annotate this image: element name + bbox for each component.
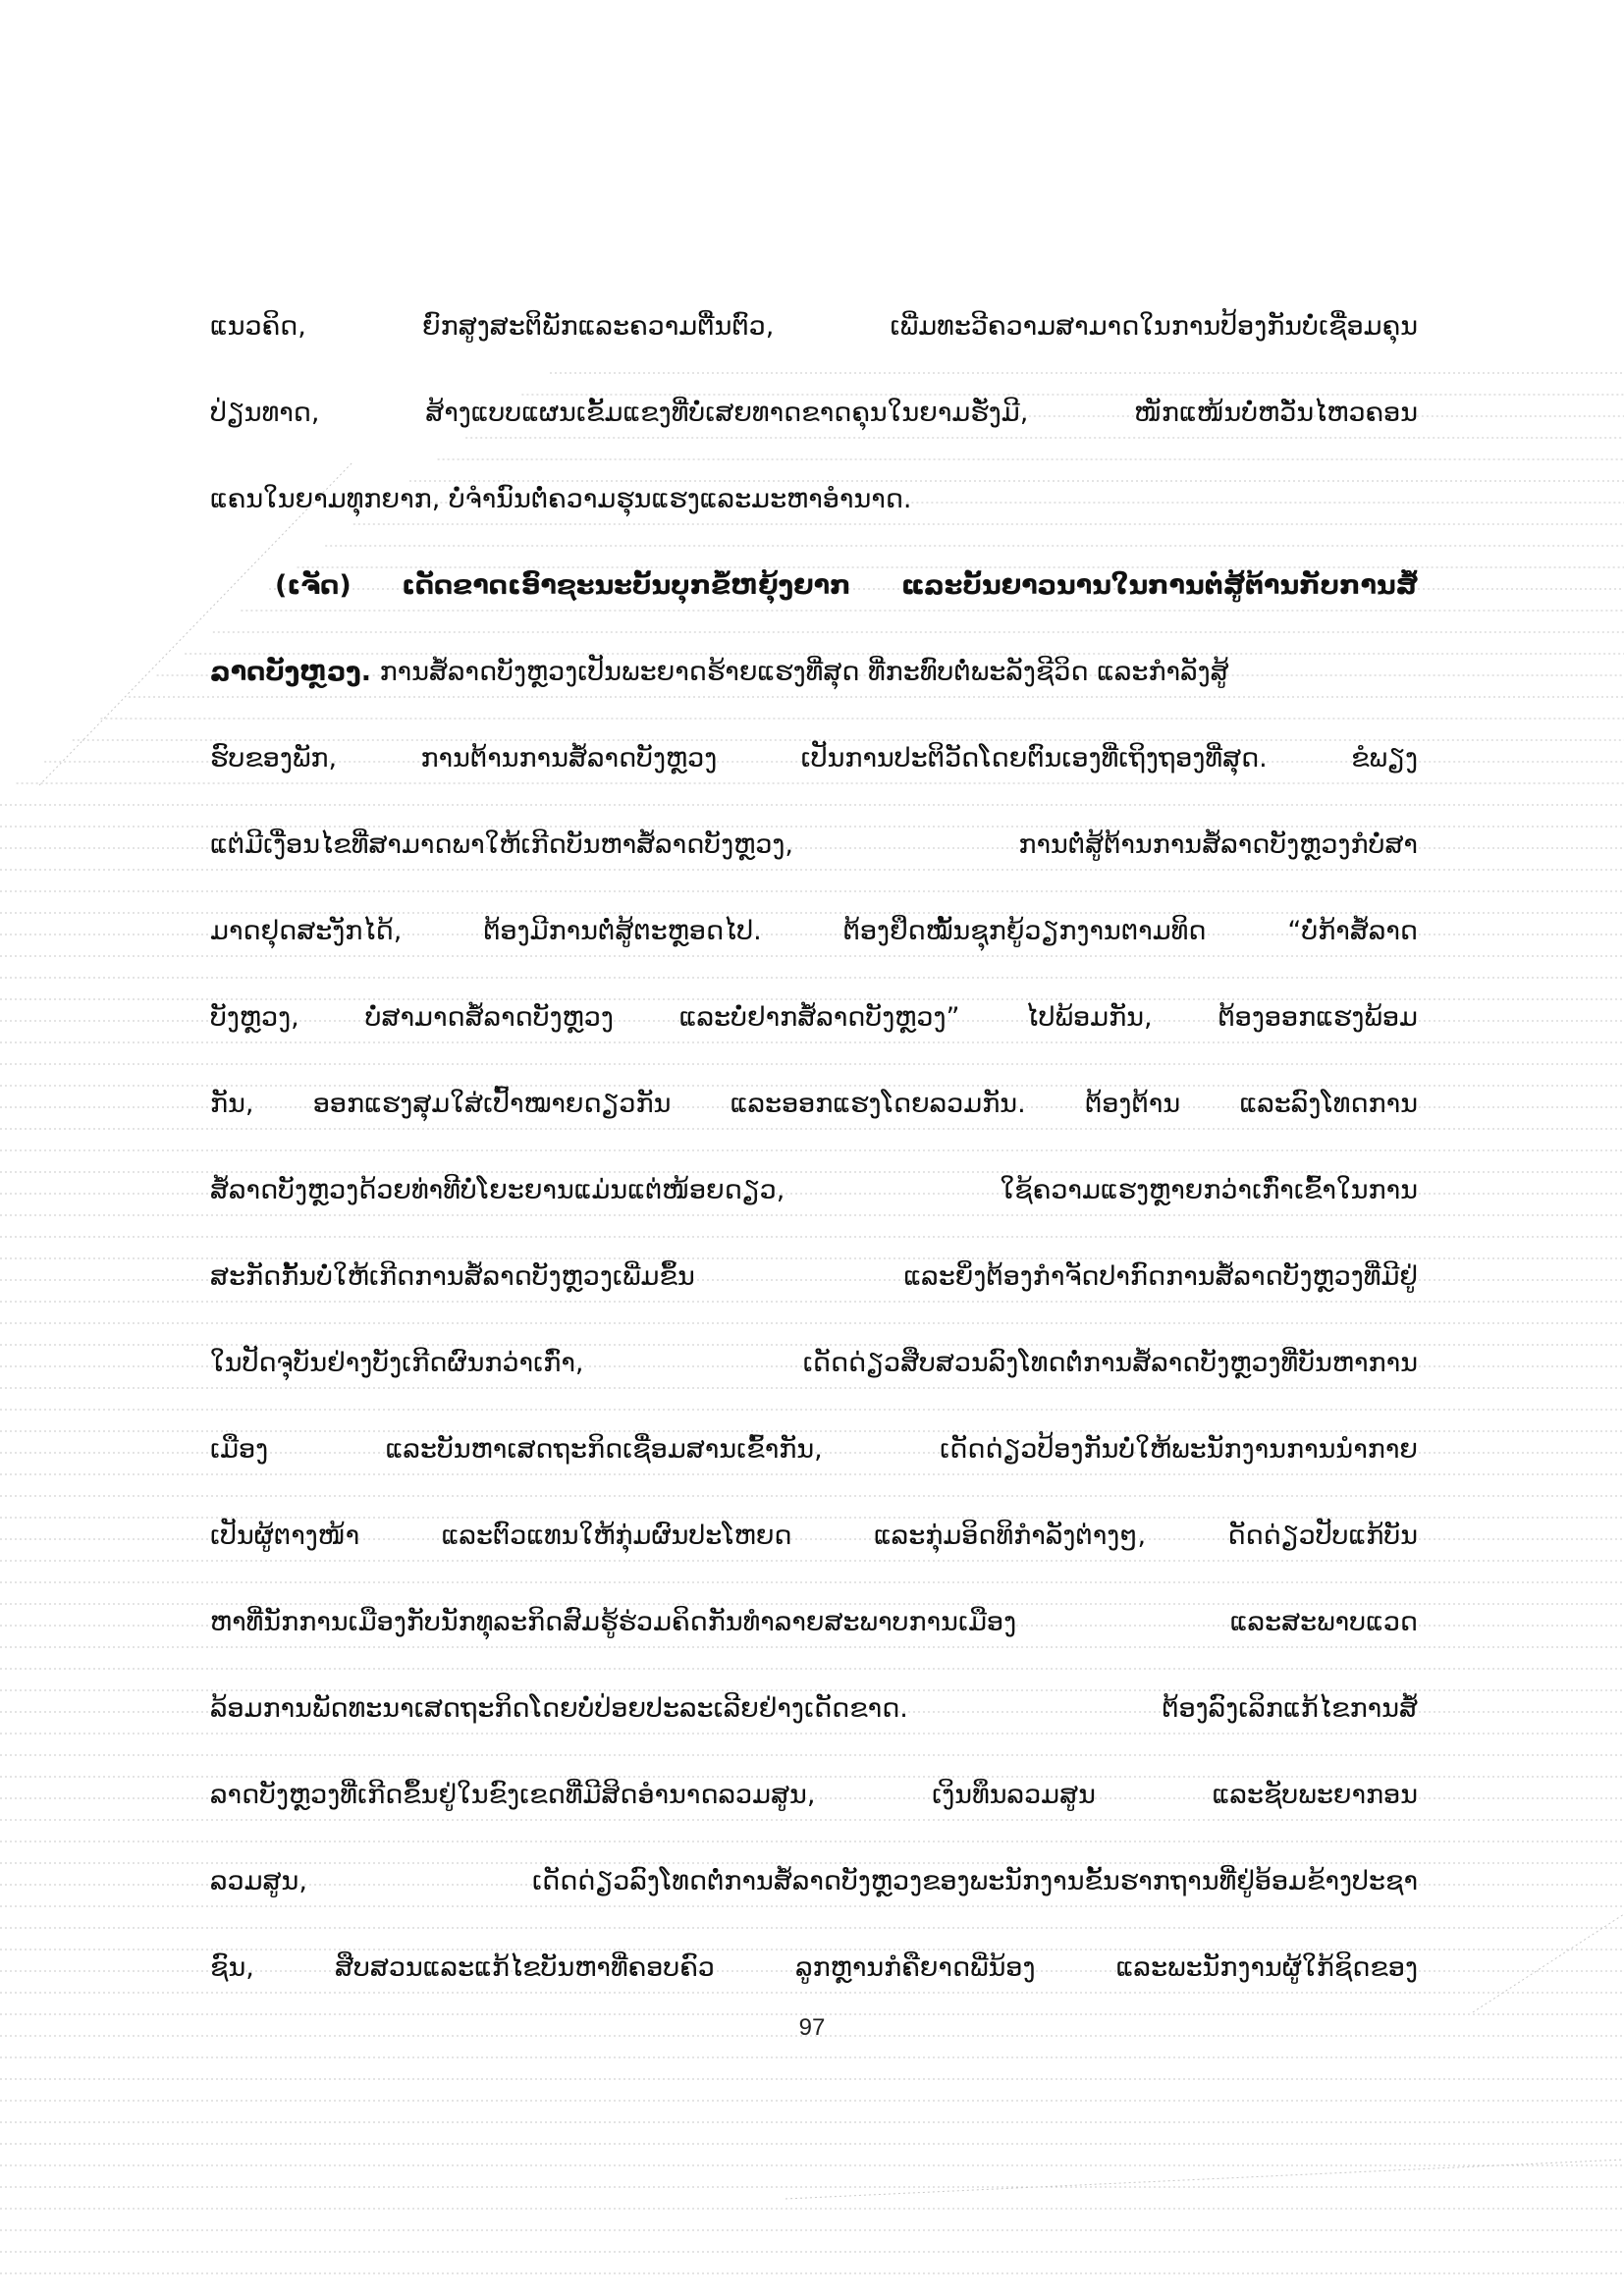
paragraph-line: ແນວຄິດ, ຍົກສູງສະຕິພັກແລະຄວາມຕື່ນຕົວ, ເພີ່ມທະວີຄວາມສາມາດໃນການປ້ອງກັນບໍ່ເຊື່ອມຄຸນ bbox=[210, 311, 1418, 342]
paragraph-line: ລ້ອມການພັດທະນາເສດຖະກິດໂດຍບໍ່ປ່ອຍປະລະເລີຍຢ່າງເດັດຂາດ. ຕ້ອງລົງເລິກແກ້ໄຂການສໍ້ bbox=[210, 1693, 1418, 1724]
section-first-line-rest: ການສໍ້ລາດບັງຫຼວງເປັນພະຍາດຮ້າຍແຮງທີ່ສຸດ ທີ່ກະທົບຕໍ່ພະລັງຊີວິດ ແລະກຳລັງສູ້ bbox=[370, 657, 1229, 687]
paragraph-line: ບັງຫຼວງ, ບໍ່ສາມາດສໍ້ລາດບັງຫຼວງ ແລະບໍ່ຢາກສໍ້ລາດບັງຫຼວງ” ໄປພ້ອມກັນ, ຕ້ອງອອກແຮງພ້ອມ bbox=[210, 1002, 1418, 1033]
paragraph-line: ແຄນໃນຍາມທຸກຍາກ, ບໍ່ຈຳນົນຕໍ່ຄວາມຮຸນແຮງແລະມະຫາອຳນາດ. bbox=[210, 484, 912, 514]
section-first-line bbox=[210, 653, 1418, 692]
paragraph-line: ເມືອງ ແລະບັນຫາເສດຖະກິດເຊື່ອມສານເຂົ້າກັນ, ເດັດດ່ຽວປ້ອງກັນບໍ່ໃຫ້ພະນັກງານການນຳກາຍ bbox=[210, 1434, 1418, 1465]
paragraph-line: ລວມສູນ, ເດັດດ່ຽວລົງໂທດຕໍ່ການສໍ້ລາດບັງຫຼວງຂອງພະນັກງານຂັ້ນຮາກຖານທີ່ຢູ່ອ້ອມຂ້າງປະຊາ bbox=[210, 1866, 1418, 1896]
paragraph-line: ເປັນຜູ້ຕາງໜ້າ ແລະຕົວແທນໃຫ້ກຸ່ມຜົນປະໂຫຍດ ແລະກຸ່ມອິດທິກຳລັງຕ່າງໆ, ດັດດ່ຽວປັບແກ້ບັນ bbox=[210, 1521, 1418, 1551]
paragraph-line: ຮົບຂອງພັກ, ການຕ້ານການສໍ້ລາດບັງຫຼວງ ເປັນການປະຕິວັດໂດຍຕົນເອງທີ່ເຖິງຖອງທີ່ສຸດ. ຂໍພຽງ bbox=[210, 743, 1418, 774]
section-subject: ລາດບັງຫຼວງ. bbox=[210, 657, 371, 687]
paragraph-line: ປ່ຽນທາດ, ສ້າງແບບແຜນເຂັ້ມແຂງທີ່ບໍ່ເສຍທາດຂາດຄຸນໃນຍາມຮັ່ງມີ, ໜັກແໜ້ນບໍ່ຫວັ່ນໄຫວຄອນ bbox=[210, 398, 1418, 428]
paragraph-line: ສະກັດກັ້ນບໍ່ໃຫ້ເກີດການສໍ້ລາດບັງຫຼວງເພີ່ມຂຶ້ນ ແລະຍິ່ງຕ້ອງກຳຈັດປາກົດການສໍ້ລາດບັງຫຼວງທີ່ມີຢູ່ bbox=[210, 1261, 1418, 1292]
paragraph-line: ກັນ, ອອກແຮງສຸມໃສ່ເປົ້າໝາຍດຽວກັນ ແລະອອກແຮງໂດຍລວມກັນ. ຕ້ອງຕ້ານ ແລະລົງໂທດການ bbox=[210, 1089, 1418, 1119]
page-number: 97 bbox=[798, 2014, 826, 2041]
paragraph-line: ມາດຢຸດສະງັກໄດ້, ຕ້ອງມີການຕໍ່ສູ້ຕະຫຼອດໄປ. ຕ້ອງຢຶດໝັ້ນຊຸກຍູ້ວຽກງານຕາມທິດ “ບໍ່ກ້າສໍ້ລາດ bbox=[210, 916, 1418, 946]
paragraph-line: ຊົນ, ສືບສວນແລະແກ້ໄຂບັນຫາທີ່ຄອບຄົວ ລູກຫຼານກໍຄືຍາດພີ່ນ້ອງ ແລະພະນັກງານຜູ້ໃກ້ຊິດຂອງ bbox=[210, 1952, 1418, 1983]
paragraph-line: ຫາທີ່ນັກການເມືອງກັບນັກທຸລະກິດສົມຮູ້ຮ່ວມຄິດກັນທຳລາຍສະພາບການເມືອງ ແລະສະພາບແວດ bbox=[210, 1607, 1418, 1637]
paragraph-line: ລາດບັງຫຼວງທີ່ເກີດຂຶ້ນຢູ່ໃນຂົງເຂດທີ່ມີສິດອຳນາດລວມສູນ, ເງິນທຶນລວມສູນ ແລະຊັບພະຍາກອນ bbox=[210, 1780, 1418, 1810]
section-heading: (ເຈັດ) ເດັດຂາດເອົາຊະນະບັ້ນບຸກຂໍ້ຫຍຸ້ງຍາກ ແລະບັ້ນຍາວນານໃນການຕໍ່ສູ້ຕ້ານກັບການສໍ້ bbox=[275, 570, 1418, 601]
paragraph-line: ສໍ້ລາດບັງຫຼວງດ້ວຍທ່າທີບໍ່ໂຍະຍານແມ່ນແຕ່ໜ້ອຍດຽວ, ໃຊ້ຄວາມແຮງຫຼາຍກວ່າເກົ່າເຂົ້າໃນການ bbox=[210, 1175, 1418, 1205]
paragraph-line: ແຕ່ມີເງື່ອນໄຂທີ່ສາມາດພາໃຫ້ເກີດບັນຫາສໍ້ລາດບັງຫຼວງ, ການຕໍ່ສູ້ຕ້ານການສໍ້ລາດບັງຫຼວງກໍບໍ່ສາ bbox=[210, 829, 1418, 860]
paragraph-line: ໃນປັດຈຸບັນຢ່າງບັງເກີດຜົນກວ່າເກົ່າ, ເດັດດ່ຽວສືບສວນລົງໂທດຕໍ່ການສໍ້ລາດບັງຫຼວງທີ່ບັນຫາການ bbox=[210, 1348, 1418, 1378]
